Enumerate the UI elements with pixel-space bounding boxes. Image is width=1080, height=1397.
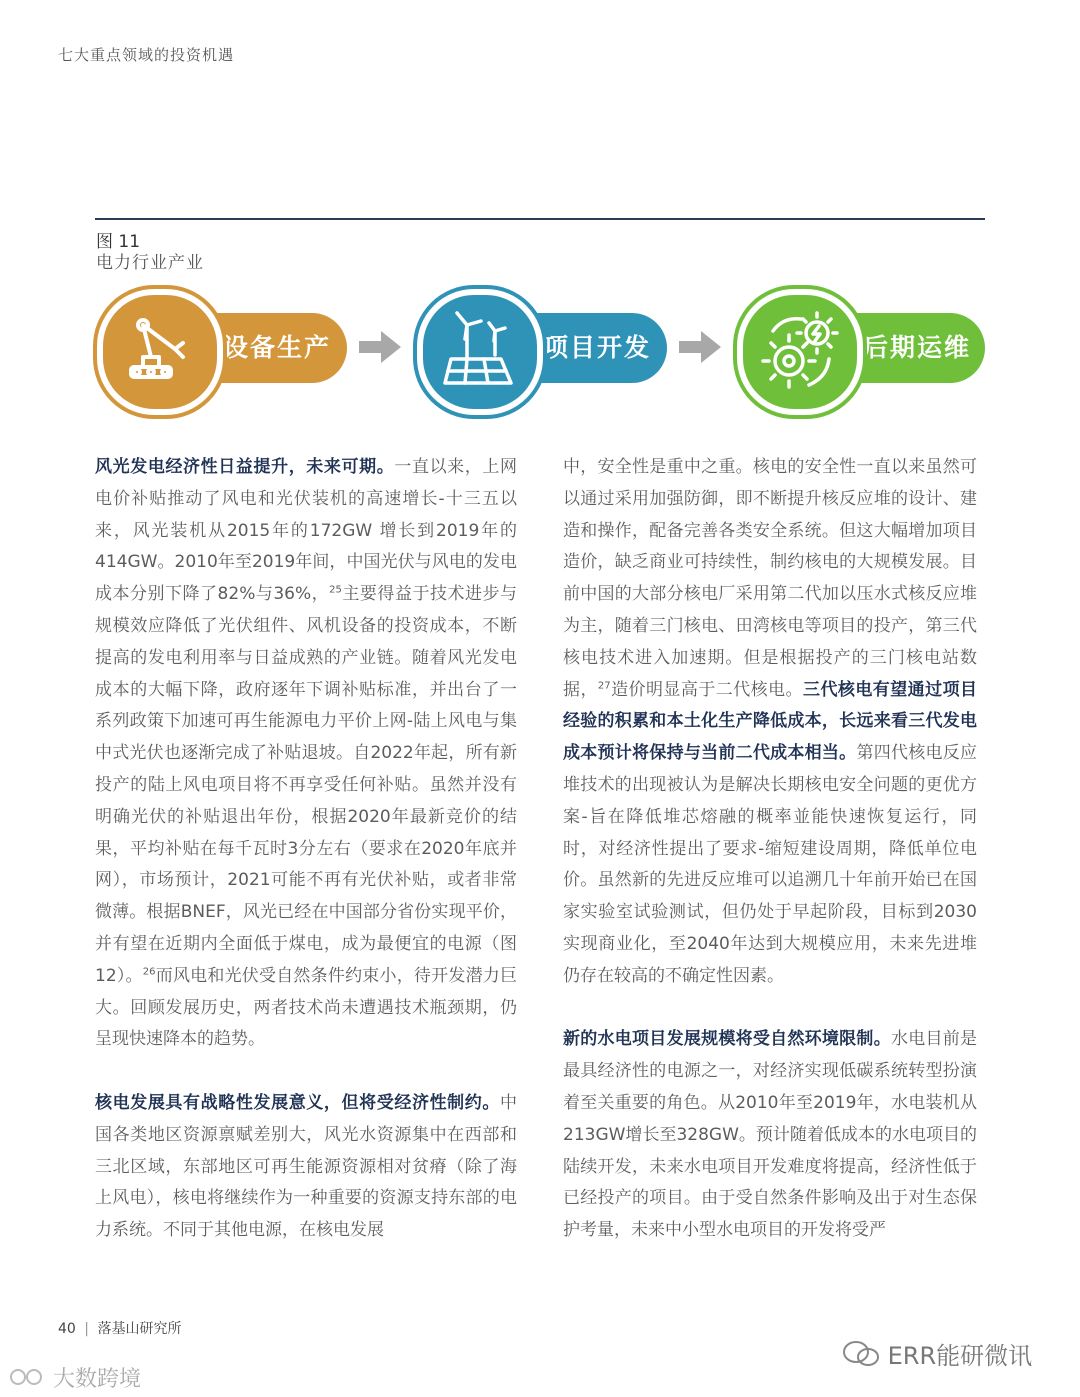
- paragraph-nuclear: [95, 1088, 517, 1247]
- paragraph-heading: 风光发电经济性日益提升，未来可期。: [95, 457, 395, 477]
- watermark-left: [8, 1362, 141, 1393]
- step-label: 后期运维: [863, 333, 972, 362]
- paragraph-wind-solar: [95, 452, 517, 1056]
- paragraph-emphasis: 三代核电有望通过项目经验的积累和本土化生产降低成本，长远来看三代发电成本预计将保持与当前二代成本相当。: [563, 679, 978, 764]
- footnote-ref: 27: [597, 679, 611, 691]
- footnote-ref: 26: [142, 966, 156, 978]
- paragraph-text: 中国各类地区资源禀赋差别大，风光水资源集中在西部和三北区域，东部地区可再生能源资源相对贫瘠（除了海上风电），核电将继续作为一种重要的资源支持东部的电力系统。不同于其他电源，在核电发展: [95, 1092, 517, 1241]
- step-label: 项目开发: [543, 333, 652, 362]
- footer-org: 落基山研究所: [97, 1321, 182, 1337]
- step-label: 设备生产: [223, 333, 332, 362]
- page-footer: [58, 1318, 181, 1338]
- watermark-text: 大数跨境: [53, 1367, 142, 1392]
- process-flow: [95, 289, 990, 407]
- footer-separator: |: [84, 1321, 89, 1337]
- paragraph-text: 水电目前是最具经济性的电源之一，对经济实现低碳系统转型扮演着至关重要的角色。从2010年至2019年，水电装机从213GW增长至328GW。预计随着低成本的水电项目的陆续开发，未来水电项目开发难度将提高，经济性低于已经投产的项目。由于受自然条件影响及出于对生态保护考量，未来中小型水电项目的开发将受严: [563, 1029, 978, 1241]
- figure-title: 电力行业产业: [96, 253, 204, 273]
- paragraph-text: 而风电和光伏受自然条件约束小，待开发潜力巨大。回顾发展历史，两者技术尚未遭遇技术瓶颈期，仍呈现快速降本的趋势。: [95, 965, 517, 1050]
- page-number: 40: [58, 1321, 76, 1337]
- right-column: [563, 452, 977, 1279]
- chat-bubble-icon: [842, 1340, 880, 1368]
- robot-arm-icon: [97, 289, 223, 415]
- footnote-ref: 25: [329, 584, 342, 596]
- wind-solar-icon: [417, 289, 543, 415]
- paragraph-text: 造价明显高于二代核电。: [610, 679, 803, 700]
- arrow-right-icon: [677, 329, 723, 365]
- left-column: [95, 452, 517, 1279]
- figure-top-rule: [95, 218, 985, 220]
- paragraph-text: 第四代核电反应堆技术的出现被认为是解决长期核电安全问题的更优方案-旨在降低堆芯熔融的概率並能快速恢复运行，同时，对经济性提出了要求-缩短建设周期，降低单位电价。虽然新的先进反应堆可以追溯几十年前开始已在国家实验室试验测试，但仍处于早起阶段，目标到2030实现商业化，至2040年达到大规模应用，未来先进堆仍存在较高的不确定性因素。: [563, 743, 978, 986]
- arrow-right-icon: [357, 329, 403, 365]
- figure-number: 图 11: [96, 232, 141, 252]
- paragraph-heading: 新的水电项目发展规模将受自然环境限制。: [563, 1029, 891, 1050]
- paragraph-nuclear-continued: [563, 452, 977, 993]
- running-header: 七大重点领域的投资机遇: [58, 46, 235, 64]
- paragraph-hydro: [563, 1024, 977, 1247]
- paragraph-text: 一直以来，上网电价补贴推动了风电和光伏装机的高速增长-十三五以来，风光装机从2015年的172GW 增长到2019年的414GW。2010年至2019年间，中国光伏与风电的发电成本分别下降了82%与36%，: [95, 457, 518, 605]
- gears-icon: [737, 289, 863, 415]
- logo-icon: [8, 1365, 46, 1389]
- watermark-right: [842, 1336, 1032, 1371]
- watermark-text: ERR能研微讯: [887, 1342, 1033, 1370]
- paragraph-text: 中，安全性是重中之重。核电的安全性一直以来虽然可以通过采用加强防御，即不断提升核反应堆的设计、建造和操作，配备完善各类安全系统。但这大幅增加项目造价，缺乏商业可持续性，制约核电的大规模发展。目前中国的大部分核电厂采用第二代加以压水式核反应堆为主，随着三门核电、田湾核电等项目的投产，第三代核电技术进入加速期。但是根据投产的三门核电站数据，: [563, 457, 977, 700]
- paragraph-text: 主要得益于技术进步与规模效应降低了光伏组件、风机设备的投资成本，不断提高的发电利用率与日益成熟的产业链。随着风光发电成本的大幅下降，政府逐年下调补贴标准，并出台了一系列政策下加速可再生能源电力平价上网-陆上风电与集中式光伏也逐渐完成了补贴退坡。自2022年起，所有新投产的陆上风电项目将不再享受任何补贴。虽然并没有明确光伏的补贴退出年份，根据2020年最新竞价的结果，平均补贴在每千瓦时3分左右（要求在2020年底并网），市场预计，2021可能不再有光伏补贴，或者非常微薄。根据BNEF，风光已经在中国部分省份实现平价，并有望在近期内全面低于煤电，成为最便宜的电源（图12）。: [95, 584, 517, 986]
- paragraph-heading: 核电发展具有战略性发展意义，但将受经济性制约。: [95, 1092, 500, 1113]
